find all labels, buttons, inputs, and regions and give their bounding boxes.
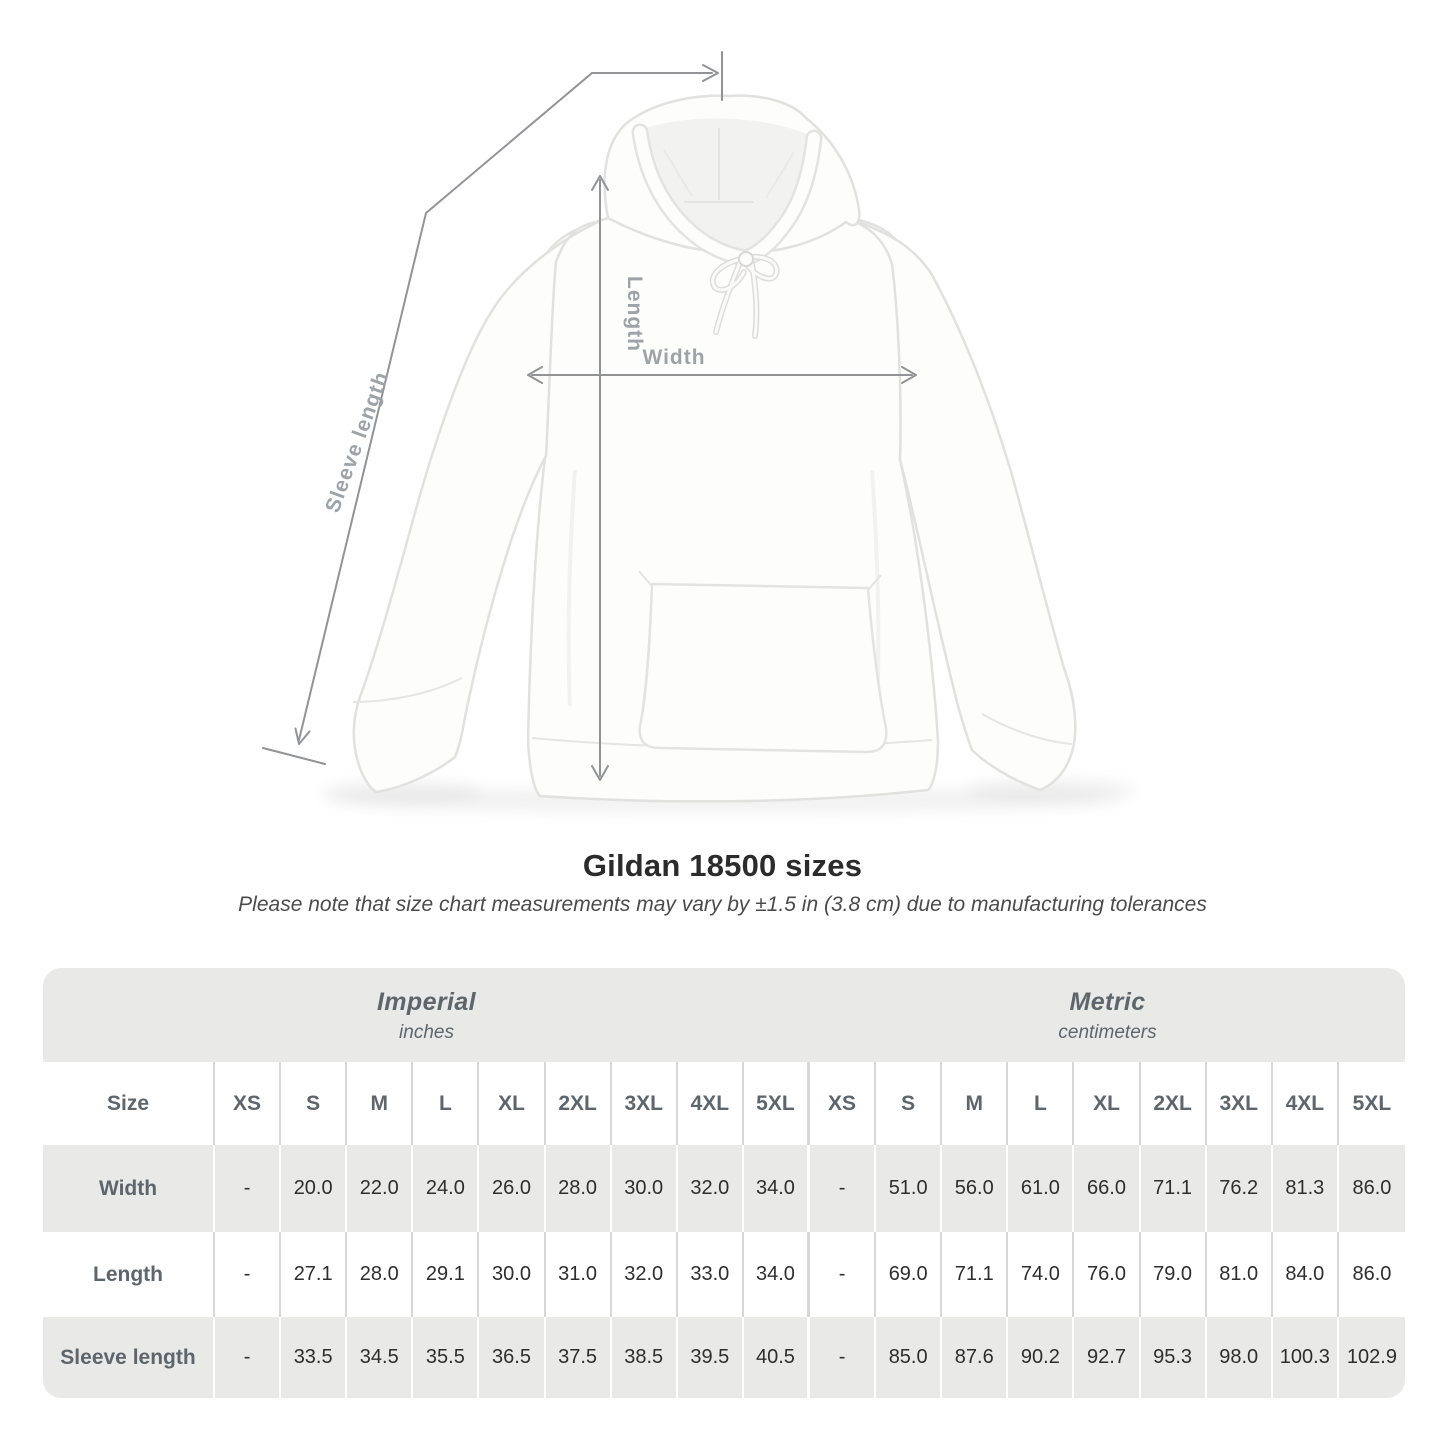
cell: 34.5 — [347, 1317, 413, 1398]
cell: 40.5 — [744, 1317, 810, 1398]
cell: 20.0 — [281, 1145, 347, 1232]
cell: 92.7 — [1074, 1317, 1140, 1398]
column-header: 5XL — [1352, 1091, 1392, 1115]
column-header: S — [876, 1062, 942, 1145]
row-header: Length — [43, 1232, 215, 1317]
cell: - — [215, 1317, 281, 1398]
column-header: 4XL — [678, 1062, 744, 1145]
cell: 86.0 — [1352, 1177, 1392, 1199]
kangaroo-pocket — [640, 584, 887, 752]
cell: 28.0 — [347, 1232, 413, 1317]
cell: 34.0 — [744, 1232, 810, 1317]
table-row-width — [43, 1145, 1405, 1232]
cell: 61.0 — [1008, 1145, 1074, 1232]
cell: 27.1 — [281, 1232, 347, 1317]
width-measure-label: Width — [642, 346, 706, 369]
cell: 26.0 — [479, 1145, 545, 1232]
cell: 66.0 — [1074, 1145, 1140, 1232]
length-measure-label: Length — [623, 276, 646, 352]
cell: 81.3 — [1273, 1145, 1339, 1232]
cell: 95.3 — [1141, 1317, 1207, 1398]
size-column-header: Size — [43, 1062, 215, 1145]
cell: 76.2 — [1207, 1145, 1273, 1232]
column-header: XS — [215, 1062, 281, 1145]
tolerance-note: Please note that size chart measurements may vary by ±1.5 in (3.8 cm) due to manufacturing tolerances — [238, 893, 1207, 916]
unit-group-band — [43, 968, 1405, 1062]
cell: 37.5 — [546, 1317, 612, 1398]
cell: 33.0 — [678, 1232, 744, 1317]
column-header: 2XL — [1141, 1062, 1207, 1145]
column-header: M — [942, 1062, 1008, 1145]
metric-group-unit: centimeters — [1058, 1022, 1157, 1043]
cell: 51.0 — [876, 1145, 942, 1232]
column-header: L — [413, 1062, 479, 1145]
imperial-group-unit: inches — [399, 1022, 454, 1043]
table-row-sleeve-length — [43, 1317, 1405, 1398]
metric-group-header — [810, 968, 1405, 1062]
cell: 87.6 — [942, 1317, 1008, 1398]
metric-group-title: Metric — [1069, 988, 1146, 1016]
cell: 35.5 — [413, 1317, 479, 1398]
size-table — [43, 968, 1405, 1398]
page-title: Gildan 18500 sizes — [582, 848, 863, 883]
cell: 29.1 — [413, 1232, 479, 1317]
column-header: XL — [1074, 1062, 1140, 1145]
column-header: 3XL — [1207, 1062, 1273, 1145]
column-header: 2XL — [546, 1062, 612, 1145]
column-header: XS — [810, 1062, 876, 1145]
cell: 84.0 — [1273, 1232, 1339, 1317]
cell: 71.1 — [942, 1232, 1008, 1317]
cell: 98.0 — [1207, 1317, 1273, 1398]
cell: 39.5 — [678, 1317, 744, 1398]
cell: - — [810, 1317, 876, 1398]
cell: 22.0 — [347, 1145, 413, 1232]
row-header: Width — [43, 1145, 215, 1232]
cell: 30.0 — [612, 1145, 678, 1232]
cell: 28.0 — [546, 1145, 612, 1232]
column-header: 5XL — [744, 1062, 810, 1145]
imperial-group-title: Imperial — [376, 988, 477, 1016]
cell: 71.1 — [1141, 1145, 1207, 1232]
cell: 74.0 — [1008, 1232, 1074, 1317]
column-header: XL — [479, 1062, 545, 1145]
cell: 34.0 — [744, 1145, 810, 1232]
cell: 81.0 — [1207, 1232, 1273, 1317]
cell: 69.0 — [876, 1232, 942, 1317]
cell: 100.3 — [1273, 1317, 1339, 1398]
cell: 79.0 — [1141, 1232, 1207, 1317]
column-header: M — [347, 1062, 413, 1145]
cell: 36.5 — [479, 1317, 545, 1398]
size-header-row — [43, 1062, 1405, 1145]
cell: - — [215, 1145, 281, 1232]
cell: 56.0 — [942, 1145, 1008, 1232]
cell: 32.0 — [678, 1145, 744, 1232]
cell: 90.2 — [1008, 1317, 1074, 1398]
imperial-group-header — [43, 968, 810, 1062]
column-header: L — [1008, 1062, 1074, 1145]
column-header: 4XL — [1273, 1062, 1339, 1145]
cell: - — [810, 1145, 876, 1232]
column-header: S — [281, 1062, 347, 1145]
column-header: 3XL — [612, 1062, 678, 1145]
hoodie-illustration — [353, 96, 1075, 802]
cell: 30.0 — [479, 1232, 545, 1317]
cell: 76.0 — [1074, 1232, 1140, 1317]
cell: 33.5 — [281, 1317, 347, 1398]
cell: 102.9 — [1346, 1346, 1397, 1368]
cell: - — [215, 1232, 281, 1317]
cell: 31.0 — [546, 1232, 612, 1317]
cell: 85.0 — [876, 1317, 942, 1398]
cell: 86.0 — [1352, 1263, 1392, 1285]
sleeve-length-measure-label: Sleeve length — [321, 368, 394, 516]
cell: 24.0 — [413, 1145, 479, 1232]
cell: 32.0 — [612, 1232, 678, 1317]
cell: 38.5 — [612, 1317, 678, 1398]
row-header: Sleeve length — [43, 1317, 215, 1398]
table-row-length — [43, 1232, 1405, 1317]
cell: - — [810, 1232, 876, 1317]
